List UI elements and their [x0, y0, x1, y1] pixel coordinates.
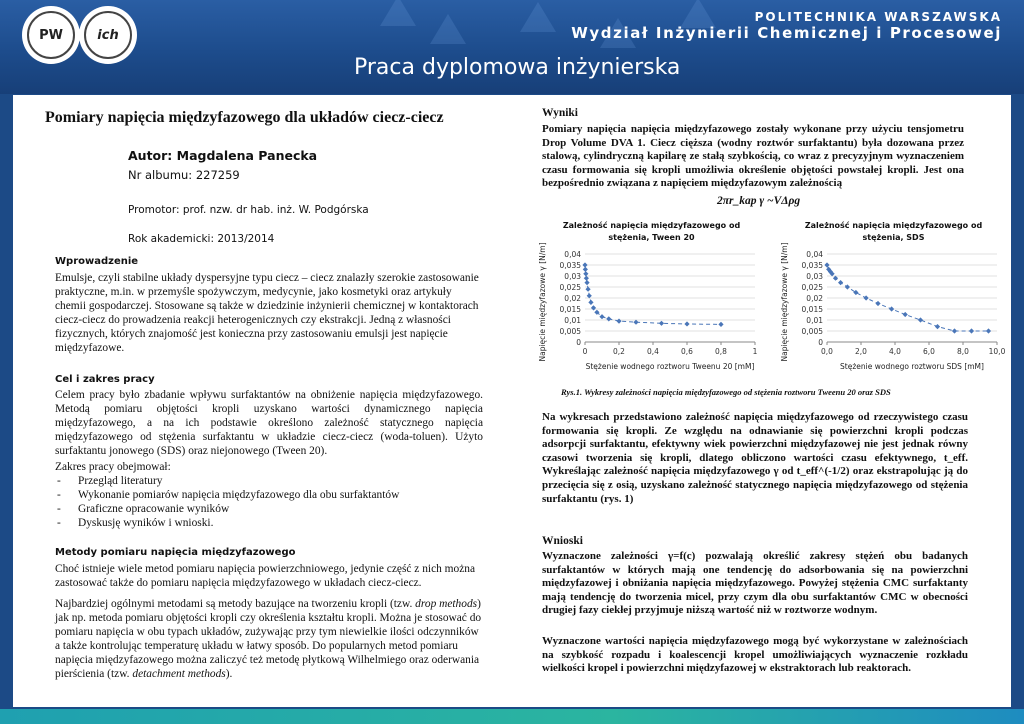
discussion-text: Na wykresach przedstawiono zależność napięcia międzyfazowego od rzeczywistego czasu formowania się kropli. Ze względu na odnawianie się powierzchni kropli podczas adsorpcji surfaktantu, efektywny wiek powierzchni międzyfazowej nie jest jednak równy czasowi tworzenia się kropli, dlatego obliczono wartości czasu efektywnego, t_eff. Wykreślając zależność napięcia międzyfazowego γ od t_eff^(-1/2) oraz ekstrapolując ją do przecięcia się z osią, uzyskano zależność statycznego napięcia międzyfazowego od stężenia surfaktantu (rys. 1): [542, 411, 968, 505]
methods-p2: Najbardziej ogólnymi metodami są metody bazujące na tworzeniu kropli (tzw. drop methods) jak np. metoda pomiaru objętości kropli czy określenia kształtu kropli. Można je stosować do pomiaru napięcia w obu typach układów, zużywając przy tym niewielkie ilości odczynników a także kontrolując temperaturę układu w łatwy sposób. Do popularnych metod pomiaru napięcia międzyfazowego można zaliczyć też metodę płytkową Wilhelmiego oraz oderwania pierścienia (tzw. detachment methods).: [55, 598, 482, 680]
data-point: [588, 300, 593, 305]
y-axis-label: Napięcie międzyfazowe γ [N/m]: [538, 242, 547, 362]
data-point: [986, 328, 991, 333]
scope-list: [55, 474, 483, 530]
y-tick-label: 0,025: [559, 283, 581, 292]
university-name: POLITECHNIKA WARSZAWSKA: [754, 10, 1002, 24]
data-point: [889, 306, 894, 311]
poster-footer: [0, 709, 1024, 724]
list-item: - Dyskusję wyników i wnioski.: [55, 516, 483, 530]
promotor: Promotor: prof. nzw. dr hab. inż. W. Podgórska: [128, 204, 369, 216]
data-point: [903, 312, 908, 317]
y-tick-label: 0: [818, 338, 823, 347]
y-tick-label: 0,015: [559, 305, 581, 314]
data-point: [599, 314, 604, 319]
faculty-name: Wydział Inżynierii Chemicznej i Procesowej: [571, 24, 1002, 42]
x-tick-label: 10,0: [988, 347, 1006, 356]
data-point: [935, 324, 940, 329]
album-number: Nr albumu: 227259: [128, 168, 240, 182]
data-point: [718, 322, 723, 327]
y-tick-label: 0,02: [564, 294, 581, 303]
hex-decoration: [430, 14, 466, 44]
data-point: [853, 290, 858, 295]
conclusions-p2: Wyznaczone wartości napięcia międzyfazowego mogą być wykorzystane w zależnościach na szybkość rozpadu i koalescencji kropel umożliwiających wyznaczenie rozkładu wielkości kropel i powierzchni międzyfazowej w ekstraktorach lub reaktorach.: [542, 635, 968, 675]
x-tick-label: 2,0: [855, 347, 867, 356]
chart-plot: [523, 220, 758, 390]
data-point: [969, 328, 974, 333]
trend-line: [585, 265, 721, 324]
chart-tween: [523, 220, 758, 390]
conclusions-p1: Wyznaczone zależności γ=f(c) pozwalają określić zakresy stężeń obu badanych surfaktantów w których mają one tendencję do adsorbowania się na powierzchni międzyfazowej i obniżania napięcia międzyfazowego. Powyżej stężenia CMC surfaktanty mają tendencję do tworzenia micel, przy czym dla obu surfaktantów CMC w obecności drugiej fazy ciekłej przyjmuje niższą wartość niż w roztworze wodnym.: [542, 550, 968, 617]
data-point: [952, 328, 957, 333]
data-point: [582, 262, 587, 267]
y-tick-label: 0,02: [806, 294, 823, 303]
poster-type: Praca dyplomowa inżynierska: [354, 55, 681, 80]
poster-body: [13, 95, 1011, 707]
x-tick-label: 0,6: [681, 347, 693, 356]
formula: 2πr_kap γ ~VΔρg: [717, 195, 801, 207]
y-axis-label: Napięcie międzyfazowe γ [N/m]: [780, 242, 789, 362]
y-tick-label: 0,04: [564, 250, 581, 259]
x-tick-label: 0,2: [613, 347, 625, 356]
data-point: [606, 316, 611, 321]
goal-text: Celem pracy było zbadanie wpływu surfaktantów na obniżenie napięcia międzyfazowego. Metodą pomiaru objętości kropli uzyskano wartości dynamicznego napięcia międzyfazowego, a na ich podstawie określono zależność statycznego napięcia międzyfazowego od stężenia surfaktantu w układzie ciecz-ciecz (woda-toluen). Użyto surfaktantu jonowego (SDS) oraz niejonowego (Tween 20).: [55, 389, 483, 457]
list-item: - Graficzne opracowanie wyników: [55, 502, 483, 516]
y-tick-label: 0,035: [559, 261, 581, 270]
chart-plot: [765, 220, 1006, 390]
data-point: [616, 319, 621, 324]
x-tick-label: 0,4: [647, 347, 659, 356]
methods-heading: Metody pomiaru napięcia międzyfazowego: [55, 547, 296, 558]
data-point: [584, 280, 589, 285]
data-point: [864, 295, 869, 300]
scope-intro: Zakres pracy obejmował:: [55, 461, 171, 473]
poster-title: Pomiary napięcia międzyfazowego dla układów ciecz-ciecz: [45, 109, 444, 126]
y-tick-label: 0,03: [564, 272, 581, 281]
data-point: [591, 305, 596, 310]
faculty-logo: ich: [79, 6, 137, 64]
y-tick-label: 0: [576, 338, 581, 347]
author: Autor: Magdalena Panecka: [128, 148, 318, 163]
data-point: [684, 321, 689, 326]
x-tick-label: 0: [582, 347, 588, 356]
y-tick-label: 0,04: [806, 250, 823, 259]
goal-heading: Cel i zakres pracy: [55, 374, 155, 385]
poster-header: [0, 0, 1024, 94]
hex-decoration: [380, 0, 416, 26]
data-point: [918, 317, 923, 322]
intro-text: Emulsje, czyli stabilne układy dyspersyjne typu ciecz – ciecz znalazły szerokie zastosowanie praktyczne, m.in. w przemyśle spożywczym, medycynie, jako kosmetyki oraz artykuły chemii gospodarczej. Stosowane są także w dziedzinie inżynierii chemicznej w kontaktorach ciecz-ciecz do prowadzenia reakcji heterogenicznych czy ekstrakcji. Jedną z własności fizycznych, których znajomość jest konieczna przy zastosowaniu emulsji jest napięcie międzyfazowe.: [55, 272, 479, 354]
methods-p1: Choć istnieje wiele metod pomiaru napięcia powierzchniowego, jedynie część z nich można zastosować także do pomiaru napięcia międzyfazowego w układach ciecz-ciecz.: [55, 563, 476, 589]
y-tick-label: 0,015: [801, 305, 823, 314]
y-tick-label: 0,035: [801, 261, 823, 270]
chart-title: Zależność napięcia międzyfazowego od stężenia, SDS: [804, 221, 983, 242]
list-item: - Przegląd literatury: [55, 474, 483, 488]
figure-caption: Rys.1. Wykresy zależności napięcia międzyfazowego od stężenia roztworu Tweenu 20 oraz SDS: [561, 387, 891, 397]
university-logo: PW: [22, 6, 80, 64]
y-tick-label: 0,01: [564, 316, 581, 325]
results-text: Pomiary napięcia napięcia międzyfazowego zostały wykonane przy użyciu tensjometru Drop Volume DVA 1. Ciecz cięższa (wodny roztwór surfaktantu) była dozowana przez stalową, cylindryczną kapilarę ze stałą szybkością, co wraz z precyzyjnym wyznaczeniem czasu formowania się kropli umożliwia określenie objętości powstałej kropli. Jest ona bezpośrednio związana z napięciem międzyfazowym zależnością: [542, 123, 964, 190]
y-tick-label: 0,005: [559, 327, 581, 336]
x-tick-label: 0,8: [715, 347, 727, 356]
y-tick-label: 0,01: [806, 316, 823, 325]
academic-year: Rok akademicki: 2013/2014: [128, 233, 275, 245]
y-tick-label: 0,025: [801, 283, 823, 292]
x-tick-label: 6,0: [923, 347, 935, 356]
data-point: [838, 280, 843, 285]
intro-heading: Wprowadzenie: [55, 256, 139, 267]
y-tick-label: 0,005: [801, 327, 823, 336]
x-axis-label: Stężenie wodnego roztworu SDS [mM]: [840, 362, 984, 371]
x-tick-label: 4,0: [889, 347, 901, 356]
list-item: - Wykonanie pomiarów napięcia międzyfazowego dla obu surfaktantów: [55, 488, 483, 502]
data-point: [845, 284, 850, 289]
results-heading: Wyniki: [542, 107, 579, 119]
x-tick-label: 1: [752, 347, 758, 356]
chart-sds: [765, 220, 1006, 390]
x-tick-label: 0,0: [821, 347, 833, 356]
data-point: [875, 301, 880, 306]
data-point: [659, 321, 664, 326]
data-point: [583, 267, 588, 272]
conclusions-heading: Wnioski: [542, 535, 583, 547]
x-tick-label: 8,0: [957, 347, 969, 356]
hex-decoration: [520, 2, 556, 32]
y-tick-label: 0,03: [806, 272, 823, 281]
chart-title: Zależność napięcia międzyfazowego od stężenia, Tween 20: [562, 221, 741, 242]
x-axis-label: Stężenie wodnego roztworu Tweenu 20 [mM]: [585, 362, 755, 371]
data-point: [824, 262, 829, 267]
